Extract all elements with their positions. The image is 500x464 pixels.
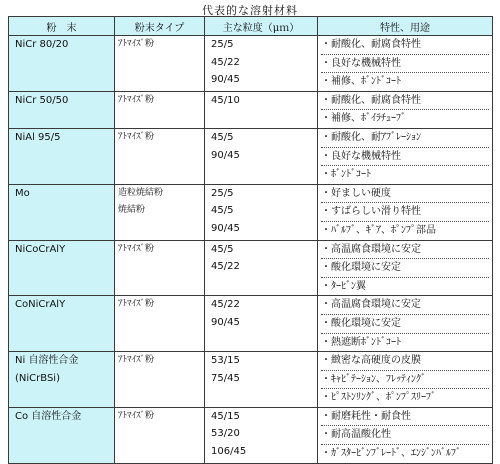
property-item: ・熱遮断ﾎﾞﾝﾄﾞｺｰﾄ	[321, 336, 401, 348]
property-item: ・好ましい硬度	[321, 185, 489, 204]
particle-size: 45/5	[211, 243, 234, 255]
powder-name-cell	[9, 36, 115, 92]
property-item: ・高温腐食環境に安定	[321, 241, 489, 260]
property-item: ・緻密な高硬度の皮膜	[321, 352, 489, 371]
property-item: ・酸化環境に安定	[321, 259, 489, 278]
table-row	[9, 352, 493, 408]
powder-type-cell	[115, 352, 205, 408]
powder-type: ｱﾄﾏｲｽﾞ粉	[118, 243, 155, 254]
particle-size: 90/45	[211, 222, 240, 234]
particle-size-cell	[205, 296, 318, 352]
table-row	[9, 128, 493, 184]
table-row	[9, 296, 493, 352]
properties-cell	[318, 128, 493, 184]
particle-size-cell	[205, 407, 318, 463]
powder-name-cell	[9, 240, 115, 296]
property-item: ・酸化環境に安定	[321, 315, 489, 334]
properties-cell	[318, 352, 493, 408]
table-row	[9, 407, 493, 463]
property-item: ・ｷｬﾋﾞﾃｰｼｮﾝ、ﾌﾚｯﾃｨﾝｸﾞ	[321, 371, 489, 390]
particle-size: 106/45	[211, 446, 247, 458]
particle-size: 25/5	[211, 187, 234, 199]
powder-name: NiCr 80/20	[15, 39, 69, 50]
powder-type-cell	[115, 184, 205, 240]
properties-cell	[318, 407, 493, 463]
particle-size: 90/45	[211, 316, 240, 328]
property-item: ・ﾊﾞﾙﾌﾞ、ｷﾞｱ、ﾎﾟﾝﾌﾟ部品	[321, 224, 436, 236]
particle-size-cell	[205, 128, 318, 184]
properties-cell	[318, 240, 493, 296]
properties-cell	[318, 296, 493, 352]
property-item: ・ﾋﾟｽﾄﾝﾘﾝｸﾞ、ﾎﾟﾝﾌﾟｽﾘｰﾌﾞ	[321, 392, 436, 404]
property-item: ・耐酸化、耐腐食特性	[321, 92, 489, 111]
particle-size: 53/20	[211, 428, 240, 440]
powder-name-cell	[9, 91, 115, 128]
powder-type: 焼結粉	[118, 205, 146, 216]
document-title: 代表的な溶射材料	[202, 4, 298, 17]
powder-type: ｱﾄﾏｲｽﾞ粉	[118, 94, 155, 105]
powder-name-cell	[9, 128, 115, 184]
particle-size: 45/22	[211, 261, 240, 273]
particle-size-cell	[205, 36, 318, 92]
properties-cell	[318, 184, 493, 240]
header-powder-type: 粉末タイプ	[115, 17, 205, 36]
powder-name: CoNiCrAlY	[15, 299, 66, 311]
properties-cell	[318, 91, 493, 128]
property-item: ・高温腐食環境に安定	[321, 296, 489, 315]
property-item: ・ﾎﾞﾝﾄﾞｺｰﾄ	[321, 169, 371, 181]
powder-name: Ni 自溶性合金	[15, 355, 79, 367]
powder-name-cell	[9, 352, 115, 408]
powder-name: Mo	[15, 187, 30, 199]
table-row	[9, 36, 493, 92]
particle-size: 90/45	[211, 149, 240, 161]
property-item: ・ﾀｰﾋﾞﾝ翼	[321, 280, 366, 292]
powder-type: ｱﾄﾏｲｽﾞ粉	[118, 131, 155, 142]
property-item: ・すばらしい滑り特性	[321, 203, 489, 222]
property-item: ・耐磨耗性・耐食性	[321, 408, 489, 427]
powder-type-cell	[115, 296, 205, 352]
property-item: ・耐酸化、耐ｱﾌﾞﾚｰｼｮﾝ	[321, 129, 489, 148]
header-row	[9, 17, 493, 36]
header-powder: 粉 末	[9, 17, 115, 36]
particle-size: 45/22	[211, 299, 240, 311]
particle-size-cell	[205, 91, 318, 128]
powder-name: Co 自溶性合金	[15, 410, 82, 422]
property-item: ・耐酸化、耐腐食特性	[321, 36, 489, 55]
table-row	[9, 91, 493, 128]
property-item: ・補修、ﾎﾞｲﾗﾁｭｰﾌﾞ	[321, 113, 406, 125]
powder-name: NiCoCrAlY	[15, 243, 66, 255]
table-row	[9, 184, 493, 240]
property-item: ・良好な機械特性	[321, 148, 489, 167]
particle-size: 45/5	[211, 205, 234, 217]
table-row	[9, 240, 493, 296]
particle-size-cell	[205, 352, 318, 408]
powder-type-cell	[115, 128, 205, 184]
powder-name-cell	[9, 296, 115, 352]
property-item: ・補修、ﾎﾞﾝﾄﾞｺｰﾄ	[321, 76, 401, 88]
particle-size: 45/10	[211, 94, 240, 106]
particle-size: 75/45	[211, 372, 240, 384]
header-properties-uses: 特性、用途	[318, 17, 493, 36]
powder-type-cell	[115, 240, 205, 296]
particle-size: 53/15	[211, 355, 240, 367]
particle-size: 45/5	[211, 131, 234, 143]
particle-size: 25/5	[211, 39, 234, 50]
powder-name: (NiCrBSi)	[15, 372, 60, 384]
properties-cell	[318, 36, 493, 92]
property-item: ・耐高温酸化性	[321, 426, 489, 445]
particle-size-cell	[205, 240, 318, 296]
powder-type: ｱﾄﾏｲｽﾞ粉	[118, 410, 155, 421]
property-item: ・ｶﾞｽﾀｰﾋﾞﾝﾌﾞﾚｰﾄﾞ、ｴﾝｼﾞﾝﾊﾞﾙﾌﾞ	[321, 448, 461, 460]
powder-type: ｱﾄﾏｲｽﾞ粉	[118, 355, 155, 366]
powder-type-cell	[115, 91, 205, 128]
powder-type: ｱﾄﾏｲｽﾞ粉	[118, 299, 155, 310]
powder-name: NiAl 95/5	[15, 131, 61, 143]
powder-name-cell	[9, 407, 115, 463]
powder-name: NiCr 50/50	[15, 94, 69, 106]
particle-size: 45/22	[211, 56, 240, 68]
header-particle-size: 主な粒度（μｍ）	[205, 17, 318, 36]
property-item: ・良好な機械特性	[321, 55, 489, 74]
particle-size-cell	[205, 184, 318, 240]
spray-materials-table	[8, 16, 493, 464]
powder-name-cell	[9, 184, 115, 240]
particle-size: 90/45	[211, 74, 240, 86]
powder-type: ｱﾄﾏｲｽﾞ粉	[118, 39, 155, 49]
powder-type: 造粒焼結粉	[118, 187, 164, 198]
particle-size: 45/15	[211, 410, 240, 422]
powder-type-cell	[115, 36, 205, 92]
powder-type-cell	[115, 407, 205, 463]
